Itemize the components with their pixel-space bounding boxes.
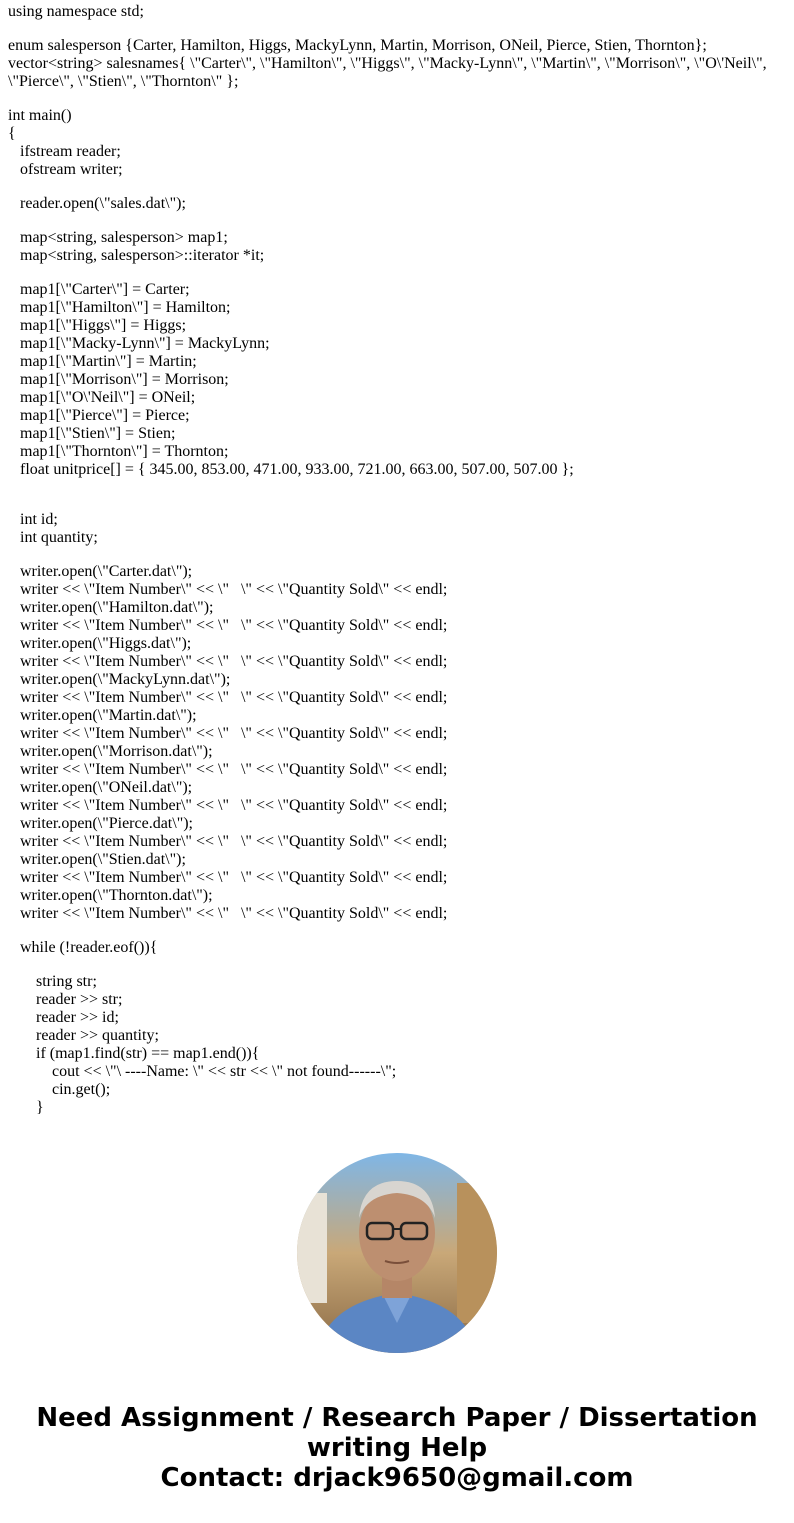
code-line: map1[\"O\'Neil\"] = ONeil; (20, 389, 196, 406)
code-line (8, 265, 767, 281)
code-line: map<string, salesperson> map1; (20, 229, 228, 246)
code-line: writer << \"Item Number\" << \" \" << \"Quantity Sold\" << endl; (20, 797, 448, 814)
code-line (8, 179, 767, 195)
code-line: writer.open(\"Martin.dat\"); (20, 707, 197, 724)
code-line: writer.open(\"Carter.dat\"); (20, 563, 193, 580)
code-line: writer << \"Item Number\" << \" \" << \"Quantity Sold\" << endl; (20, 689, 448, 706)
code-line: writer << \"Item Number\" << \" \" << \"Quantity Sold\" << endl; (20, 905, 448, 922)
code-line: cout << \"\ ----Name: \" << str << \" not found------\"; (52, 1063, 397, 1080)
code-line: map1[\"Morrison\"] = Morrison; (20, 371, 229, 388)
code-line: map1[\"Macky-Lynn\"] = MackyLynn; (20, 335, 270, 352)
promo-contact: Contact: drjack9650@gmail.com (160, 1463, 634, 1493)
code-line: reader >> str; (36, 991, 123, 1008)
code-line: writer << \"Item Number\" << \" \" << \"Quantity Sold\" << endl; (20, 725, 448, 742)
code-line: writer << \"Item Number\" << \" \" << \"Quantity Sold\" << endl; (20, 617, 448, 634)
code-line: writer << \"Item Number\" << \" \" << \"Quantity Sold\" << endl; (20, 653, 448, 670)
code-snippet (8, 3, 767, 1117)
code-line: float unitprice[] = { 345.00, 853.00, 471.00, 933.00, 721.00, 663.00, 507.00, 507.00 }; (20, 461, 574, 478)
code-line: reader.open(\"sales.dat\"); (20, 195, 186, 212)
code-line (8, 495, 767, 511)
code-line: { (8, 125, 16, 142)
code-line: writer.open(\"Higgs.dat\"); (20, 635, 192, 652)
code-line: } (36, 1099, 44, 1116)
code-line: map1[\"Martin\"] = Martin; (20, 353, 197, 370)
code-line: int id; (20, 511, 58, 528)
author-photo (297, 1153, 497, 1353)
code-line: int main() (8, 107, 72, 124)
code-line: if (map1.find(str) == map1.end()){ (36, 1045, 260, 1062)
code-line: writer << \"Item Number\" << \" \" << \"Quantity Sold\" << endl; (20, 869, 448, 886)
code-line: reader >> id; (36, 1009, 119, 1026)
code-line (8, 21, 767, 37)
code-line: int quantity; (20, 529, 98, 546)
code-line: vector<string> salesnames{ \"Carter\", \"Hamilton\", \"Higgs\", \"Macky-Lynn\", \"Martin\", \"Morrison\", \"O\'Neil\", (8, 55, 767, 72)
code-line: map<string, salesperson>::iterator *it; (20, 247, 265, 264)
code-line (8, 923, 767, 939)
code-line: writer.open(\"MackyLynn.dat\"); (20, 671, 231, 688)
code-line: writer.open(\"Pierce.dat\"); (20, 815, 193, 832)
code-line (8, 957, 767, 973)
code-line (8, 213, 767, 229)
code-line (8, 479, 767, 495)
code-line: map1[\"Carter\"] = Carter; (20, 281, 190, 298)
code-line: writer.open(\"ONeil.dat\"); (20, 779, 193, 796)
code-line: \"Pierce\", \"Stien\", \"Thornton\" }; (8, 73, 239, 90)
code-line: reader >> quantity; (36, 1027, 159, 1044)
code-line: ofstream writer; (20, 161, 123, 178)
code-line: writer.open(\"Stien.dat\"); (20, 851, 186, 868)
promo-text (0, 1403, 794, 1493)
code-line: enum salesperson {Carter, Hamilton, Higgs, MackyLynn, Martin, Morrison, ONeil, Pierce, Stien, Thornton}; (8, 37, 707, 54)
code-line (8, 91, 767, 107)
code-line: map1[\"Pierce\"] = Pierce; (20, 407, 190, 424)
code-line: ifstream reader; (20, 143, 121, 160)
code-line: writer << \"Item Number\" << \" \" << \"Quantity Sold\" << endl; (20, 761, 448, 778)
code-line: map1[\"Thornton\"] = Thornton; (20, 443, 229, 460)
code-line (8, 547, 767, 563)
code-line: using namespace std; (8, 3, 144, 20)
code-line: writer.open(\"Hamilton.dat\"); (20, 599, 214, 616)
promo-line-2: writing Help (306, 1433, 488, 1463)
code-line: map1[\"Stien\"] = Stien; (20, 425, 176, 442)
code-line: writer.open(\"Morrison.dat\"); (20, 743, 213, 760)
code-line: string str; (36, 973, 97, 990)
code-line: while (!reader.eof()){ (20, 939, 158, 956)
code-line: cin.get(); (52, 1081, 111, 1098)
code-line: map1[\"Hamilton\"] = Hamilton; (20, 299, 231, 316)
code-line: writer << \"Item Number\" << \" \" << \"Quantity Sold\" << endl; (20, 581, 448, 598)
promo-line-1: Need Assignment / Research Paper / Dissertation (36, 1403, 758, 1433)
code-line: writer << \"Item Number\" << \" \" << \"Quantity Sold\" << endl; (20, 833, 448, 850)
code-line: map1[\"Higgs\"] = Higgs; (20, 317, 187, 334)
code-line: writer.open(\"Thornton.dat\"); (20, 887, 213, 904)
